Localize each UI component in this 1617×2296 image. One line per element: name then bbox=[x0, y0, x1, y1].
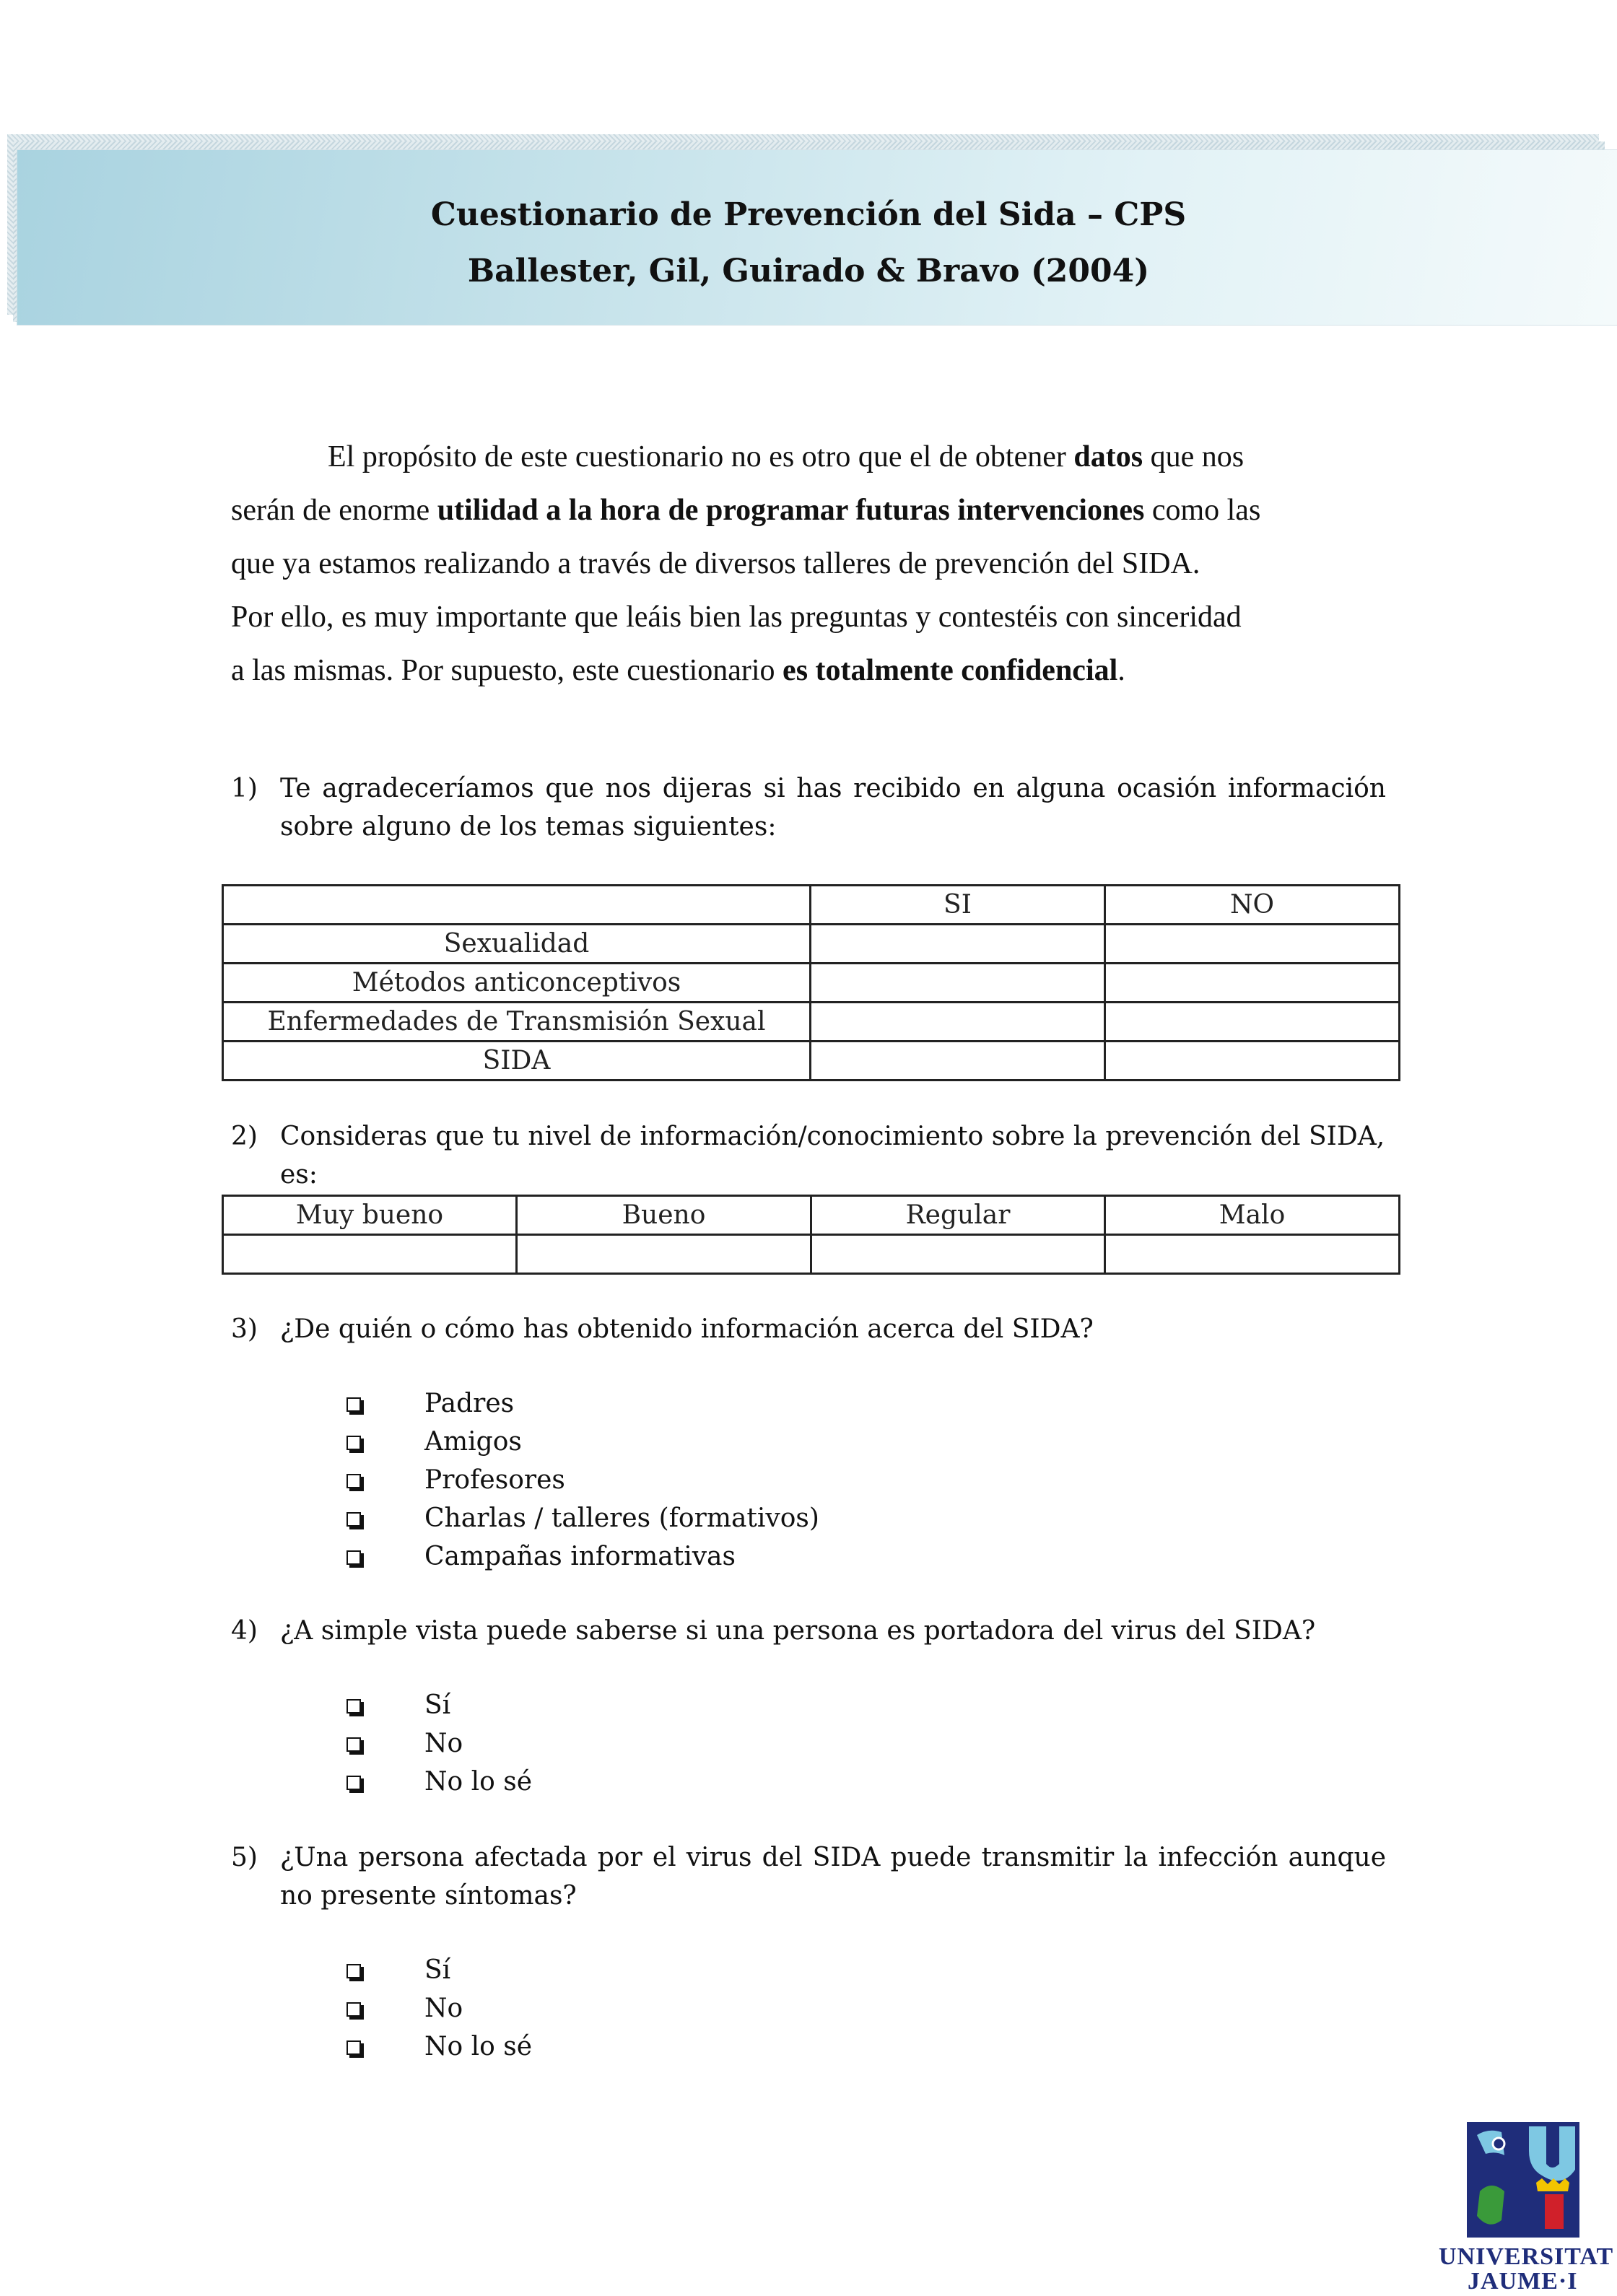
option-label: Amigos bbox=[424, 1427, 522, 1457]
checkbox-icon[interactable] bbox=[346, 1474, 361, 1488]
intro-line-3: que ya estamos realizando a través de diversos talleres de prevención del SIDA. bbox=[231, 547, 1200, 580]
answer-cell-si[interactable] bbox=[811, 925, 1105, 964]
option-label: No bbox=[424, 1994, 463, 2023]
answer-cell-no[interactable] bbox=[1105, 925, 1400, 964]
question-number: 1) bbox=[231, 774, 258, 803]
university-logo-icon bbox=[1467, 2122, 1579, 2238]
question-number: 3) bbox=[231, 1314, 258, 1344]
checkbox-icon[interactable] bbox=[346, 1699, 361, 1714]
table-row bbox=[223, 1235, 1400, 1274]
header-malo: Malo bbox=[1105, 1196, 1400, 1235]
row-label: Métodos anticonceptivos bbox=[223, 964, 811, 1003]
table-header-empty bbox=[223, 886, 811, 925]
table-row bbox=[223, 964, 1400, 1003]
question-text: Te agradeceríamos que nos dijeras si has recibido en alguna ocasión información sobre alguno de los temas siguientes: bbox=[280, 774, 1386, 842]
answer-cell-si[interactable] bbox=[811, 964, 1105, 1003]
option-label: Sí bbox=[424, 1955, 451, 1985]
table-row bbox=[223, 925, 1400, 964]
question-text: ¿A simple vista puede saberse si una persona es portadora del virus del SIDA? bbox=[280, 1616, 1316, 1646]
question-2 bbox=[0, 1117, 1617, 1190]
answer-cell-malo[interactable] bbox=[1105, 1235, 1400, 1274]
header-banner bbox=[17, 150, 1617, 325]
question-number: 4) bbox=[231, 1616, 258, 1646]
checkbox-icon[interactable] bbox=[346, 1964, 361, 1978]
row-label: Enfermedades de Transmisión Sexual bbox=[223, 1003, 811, 1042]
option-label: Padres bbox=[424, 1389, 515, 1418]
header-regular: Regular bbox=[811, 1196, 1105, 1235]
checkbox-icon[interactable] bbox=[346, 1436, 361, 1450]
question-3 bbox=[0, 1310, 1617, 1350]
option-label: Campañas informativas bbox=[424, 1542, 736, 1571]
answer-cell-regular[interactable] bbox=[811, 1235, 1105, 1274]
checkbox-icon[interactable] bbox=[346, 1776, 361, 1790]
checkbox-icon[interactable] bbox=[346, 1737, 361, 1752]
table-row bbox=[223, 1003, 1400, 1042]
intro-paragraph bbox=[231, 430, 1386, 697]
knowledge-level-table bbox=[222, 1195, 1400, 1275]
question-1 bbox=[0, 769, 1617, 849]
answer-cell-muy-bueno[interactable] bbox=[223, 1235, 517, 1274]
checkbox-icon[interactable] bbox=[346, 1397, 361, 1412]
topics-table bbox=[222, 884, 1400, 1081]
option-label: No lo sé bbox=[424, 1767, 533, 1797]
question-number: 2) bbox=[231, 1122, 258, 1151]
table-header-no: NO bbox=[1105, 886, 1400, 925]
header-bueno: Bueno bbox=[517, 1196, 811, 1235]
intro-line-4: Por ello, es muy importante que leáis bien las preguntas y contestéis con sinceridad bbox=[231, 601, 1242, 634]
table-header-row bbox=[223, 886, 1400, 925]
table-row bbox=[223, 1042, 1400, 1081]
option-label: Sí bbox=[424, 1690, 451, 1720]
option-label: No bbox=[424, 1729, 463, 1758]
question-text: ¿De quién o cómo has obtenido información acerca del SIDA? bbox=[280, 1314, 1094, 1344]
question-text: ¿Una persona afectada por el virus del SIDA puede transmitir la infección aunque no presente síntomas? bbox=[280, 1843, 1386, 1911]
intro-line-5: a las mismas. Por supuesto, este cuestionario es totalmente confidencial. bbox=[231, 654, 1125, 687]
question-5 bbox=[0, 1838, 1617, 1918]
question-text: Consideras que tu nivel de información/conocimiento sobre la prevención del SIDA, es: bbox=[280, 1122, 1385, 1190]
checkbox-icon[interactable] bbox=[346, 1550, 361, 1565]
answer-cell-bueno[interactable] bbox=[517, 1235, 811, 1274]
row-label: SIDA bbox=[223, 1042, 811, 1081]
question-4 bbox=[0, 1612, 1617, 1652]
university-name-line1: UNIVERSITAT bbox=[1439, 2243, 1614, 2270]
intro-line-2: serán de enorme utilidad a la hora de programar futuras intervenciones como las bbox=[231, 494, 1261, 527]
intro-line-1: El propósito de este cuestionario no es otro que el de obtener datos que nos bbox=[328, 440, 1245, 473]
checkbox-icon[interactable] bbox=[346, 1512, 361, 1527]
answer-cell-si[interactable] bbox=[811, 1042, 1105, 1081]
question-number: 5) bbox=[231, 1843, 258, 1872]
table-header-row bbox=[223, 1196, 1400, 1235]
table-header-si: SI bbox=[811, 886, 1105, 925]
answer-cell-no[interactable] bbox=[1105, 1003, 1400, 1042]
row-label: Sexualidad bbox=[223, 925, 811, 964]
answer-cell-no[interactable] bbox=[1105, 1042, 1400, 1081]
header-muy-bueno: Muy bueno bbox=[223, 1196, 517, 1235]
document-title: Cuestionario de Prevención del Sida – CPS bbox=[430, 196, 1187, 233]
answer-cell-si[interactable] bbox=[811, 1003, 1105, 1042]
document-subtitle: Ballester, Gil, Guirado & Bravo (2004) bbox=[467, 253, 1150, 289]
option-label: Profesores bbox=[424, 1465, 565, 1495]
university-name-line2: JAUME·I bbox=[1468, 2268, 1578, 2295]
option-label: No lo sé bbox=[424, 2032, 533, 2061]
answer-cell-no[interactable] bbox=[1105, 964, 1400, 1003]
checkbox-icon[interactable] bbox=[346, 2002, 361, 2017]
checkbox-icon[interactable] bbox=[346, 2040, 361, 2055]
option-label: Charlas / talleres (formativos) bbox=[424, 1503, 819, 1533]
